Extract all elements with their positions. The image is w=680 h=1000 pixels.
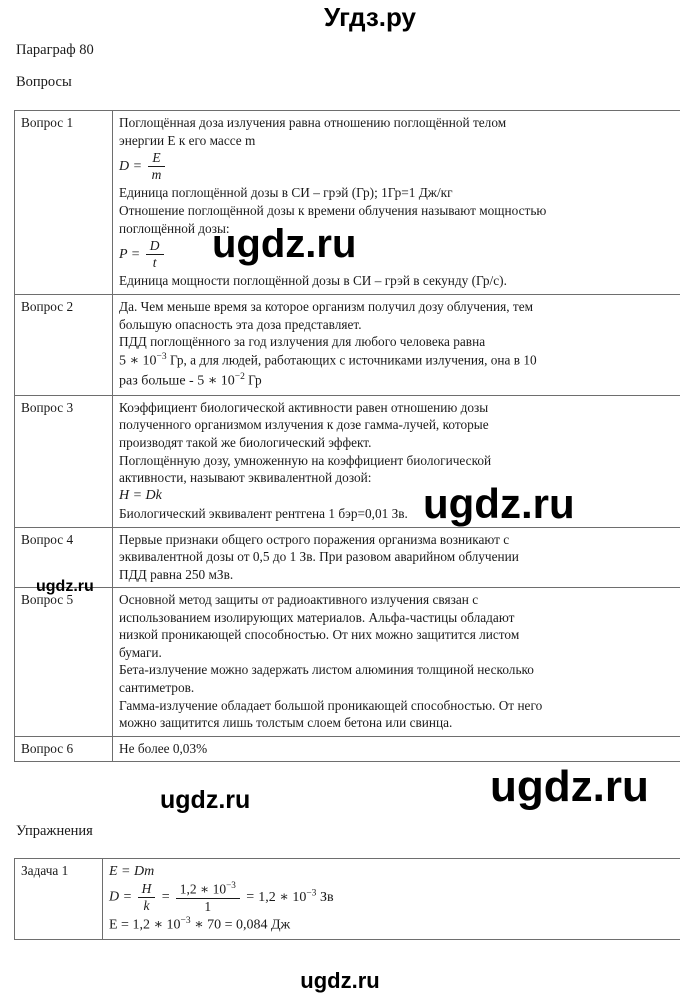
- math-exponent: −3: [306, 888, 317, 899]
- equals-sign: =: [245, 890, 255, 906]
- task-solution: [103, 859, 680, 940]
- answer-line: Единица поглощённой дозы в СИ – грэй (Гр); 1Гр=1 Дж/кг: [119, 185, 453, 201]
- answer-line: поглощённой дозы:: [119, 220, 230, 236]
- table-row: [15, 736, 680, 762]
- fraction-denominator: 1: [204, 899, 212, 915]
- math-mantissa: 1,2 ∗ 10: [258, 890, 307, 906]
- question-label: Вопрос 4: [15, 527, 113, 588]
- fraction-numerator: E: [148, 151, 166, 167]
- question-answer: [113, 736, 680, 762]
- watermark: ugdz.ru: [423, 480, 575, 527]
- math-mantissa: 5 ∗ 10: [119, 353, 157, 369]
- answer-line: Бета-излучение можно задержать листом алюминия толщиной несколько: [119, 662, 534, 678]
- formula-energy: E = Dm: [109, 864, 155, 879]
- fraction-numerator: H: [138, 882, 156, 898]
- answer-line: Не более 0,03%: [119, 740, 208, 756]
- formula-dose-calc: [109, 881, 680, 914]
- fraction-h-over-k: [138, 882, 156, 913]
- answer-line: Поглощённую дозу, умноженную на коэффициент биологической: [119, 452, 492, 468]
- watermark: ugdz.ru: [160, 786, 251, 814]
- equals-sign: =: [160, 890, 171, 906]
- formula-lhs: D =: [119, 158, 143, 174]
- answer-line: можно защитится лишь толстым слоем бетона или свинца.: [119, 715, 453, 731]
- formula-lhs: P =: [119, 246, 141, 262]
- math-unit: Зв: [316, 890, 334, 906]
- question-answer: [113, 395, 680, 527]
- question-answer: [113, 588, 680, 736]
- answer-line: Отношение поглощённой дозы к времени облучения называют мощностью: [119, 202, 547, 218]
- answer-line: Единица мощности поглощённой дозы в СИ – грэй в секунду (Гр/с).: [119, 273, 507, 289]
- answer-line: ПДД равна 250 мЗв.: [119, 566, 234, 582]
- answer-line: большую опасность эта доза представляет.: [119, 316, 362, 332]
- answer-line: использованием изолирующих материалов. Альфа-частицы обладают: [119, 609, 515, 625]
- fraction: [148, 151, 166, 182]
- math-exponent: −3: [156, 351, 167, 362]
- formula-dose: [119, 151, 680, 182]
- answer-line: активности, называют эквивалентной дозой:: [119, 470, 372, 486]
- table-row: [15, 395, 680, 527]
- question-label: Вопрос 3: [15, 395, 113, 527]
- task-label: Задача 1: [15, 859, 103, 940]
- math-exponent: −3: [226, 880, 236, 891]
- answer-line: низкой проникающей способностью. От них можно защитится листом: [119, 627, 520, 643]
- answer-line: бумаги.: [119, 644, 162, 660]
- answer-line: ПДД поглощённого за год излучения для любого человека равна: [119, 334, 486, 350]
- watermark-footer: ugdz.ru: [300, 968, 380, 993]
- answer-line: Коэффициент биологической активности равен отношению дозы: [119, 399, 489, 415]
- question-label: Вопрос 2: [15, 294, 113, 395]
- exercise-table: [14, 858, 680, 940]
- question-answer: [113, 527, 680, 588]
- fraction-numerator: D: [146, 239, 164, 255]
- fraction: [146, 239, 164, 270]
- math-exponent: −3: [180, 916, 191, 927]
- formula-dose-rate: [119, 239, 680, 270]
- math-mantissa: 1,2 ∗ 10: [179, 881, 227, 897]
- formula-result: [258, 890, 333, 905]
- formula-equivalent-dose: H = Dk: [119, 487, 162, 503]
- fraction-denominator: k: [143, 898, 150, 914]
- math-exponent: −2: [234, 371, 245, 382]
- fraction-numerator: [176, 881, 240, 899]
- questions-heading: Вопросы: [16, 74, 72, 90]
- questions-table: [14, 110, 680, 762]
- formula-lhs: D =: [109, 890, 133, 906]
- watermark: ugdz.ru: [36, 578, 94, 595]
- answer-line: Поглощённая доза излучения равна отношению поглощённой телом: [119, 115, 507, 130]
- question-label: Вопрос 5: [15, 588, 113, 736]
- answer-line: полученного организмом излучения к дозе гамма-лучей, которые: [119, 417, 489, 433]
- table-row: [15, 527, 680, 588]
- answer-line-math: [119, 371, 680, 391]
- fraction-values: [176, 881, 240, 914]
- answer-line: Гамма-излучение обладает большой проникающей способностью. От него: [119, 697, 543, 713]
- formula-energy-calc: [109, 916, 680, 933]
- math-mantissa: раз больше - 5 ∗ 10: [119, 373, 235, 389]
- math-mantissa: E = 1,2 ∗ 10: [109, 917, 181, 933]
- table-row: [15, 588, 680, 736]
- table-row: [15, 294, 680, 395]
- question-label: Вопрос 1: [15, 111, 113, 295]
- fraction-denominator: t: [152, 255, 157, 271]
- watermark: ugdz.ru: [490, 762, 649, 811]
- answer-line: Основной метод защиты от радиоактивного излучения связан с: [119, 592, 479, 608]
- table-row: [15, 111, 680, 295]
- math-tail: Гр, а для людей, работающих с источниками излучения, она в 10: [166, 352, 537, 368]
- math-tail: Гр: [244, 372, 262, 388]
- answer-line: производят такой же биологический эффект.: [119, 434, 372, 450]
- answer-line: сантиметров.: [119, 679, 195, 695]
- answer-line: Первые признаки общего острого поражения организма возникают с: [119, 531, 510, 547]
- answer-line: энергии E к его массе m: [119, 132, 256, 148]
- answer-line: эквивалентной дозы от 0,5 до 1 Зв. При разовом аварийном облучении: [119, 549, 519, 565]
- answer-line: Да. Чем меньше время за которое организм получил дозу облучения, тем: [119, 298, 534, 314]
- question-label: Вопрос 6: [15, 736, 113, 762]
- question-answer: [113, 294, 680, 395]
- paragraph-heading: Параграф 80: [16, 42, 94, 58]
- question-answer: [113, 111, 680, 295]
- math-tail: ∗ 70 = 0,084 Дж: [190, 917, 291, 933]
- fraction-denominator: m: [151, 167, 162, 183]
- table-row: [15, 859, 680, 940]
- answer-line-math: [119, 351, 680, 371]
- site-logo: Угдз.ру: [324, 2, 416, 32]
- exercises-heading: Упражнения: [16, 823, 93, 839]
- answer-line: Биологический эквивалент рентгена 1 бэр=0,01 Зв.: [119, 506, 408, 522]
- watermark: ugdz.ru: [212, 222, 357, 266]
